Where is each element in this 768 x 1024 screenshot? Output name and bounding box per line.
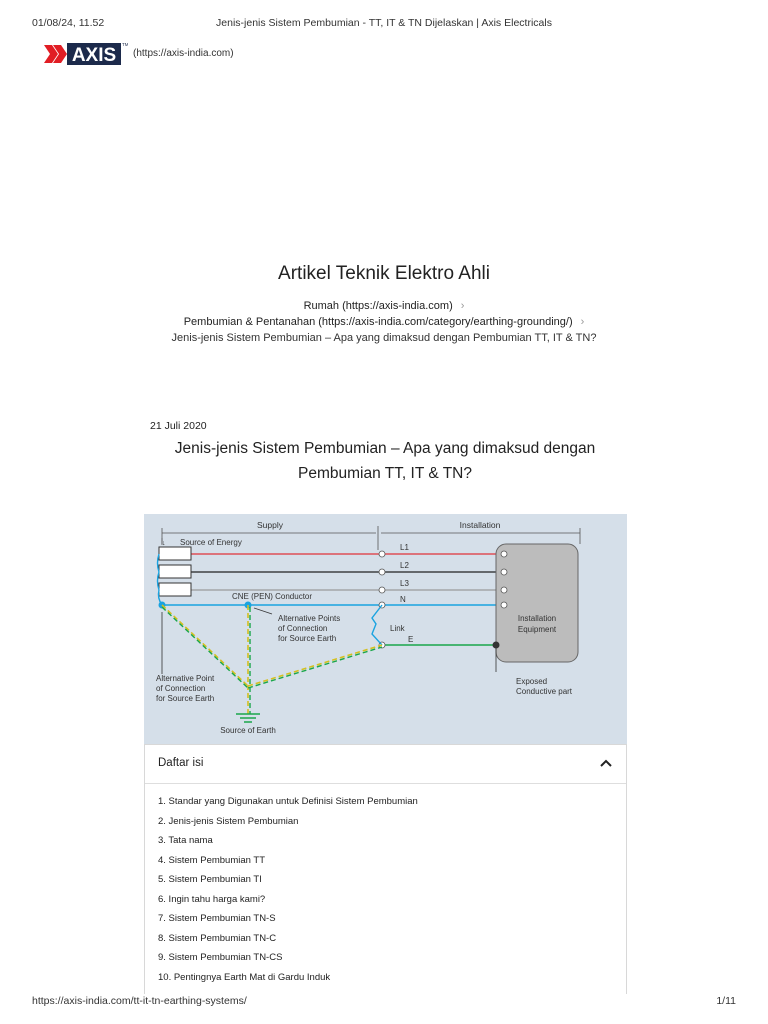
print-header <box>0 17 768 31</box>
post-title: Jenis-jenis Sistem Pembumian – Apa yang dimaksud dengan Pembumian TT, IT & TN? <box>174 440 596 482</box>
l2-label: L2 <box>400 561 409 570</box>
exposed-label-2: Conductive part <box>516 687 573 696</box>
link-label: Link <box>390 624 405 633</box>
toc-item[interactable]: 4. Sistem Pembumian TT <box>158 854 266 866</box>
toc-item[interactable]: 2. Jenis-jenis Sistem Pembumian <box>158 815 299 827</box>
toc-list <box>158 796 418 991</box>
axis-logo[interactable] <box>44 40 128 68</box>
alt-points-label-2: of Connection <box>278 624 328 633</box>
table-of-contents <box>144 744 627 994</box>
toc-header[interactable] <box>145 745 626 784</box>
site-title: Artikel Teknik Elektro Ahli <box>278 263 490 284</box>
supply-label: Supply <box>257 520 283 530</box>
toc-item[interactable]: 9. Sistem Pembumian TN-CS <box>158 952 283 963</box>
print-datetime: 01/08/24, 11.52 <box>32 17 105 29</box>
alt-point-label-1: Alternative Point <box>156 674 215 683</box>
toc-item[interactable]: 8. Sistem Pembumian TN-C <box>158 932 277 944</box>
alt-points-label-1: Alternative Points <box>278 614 341 623</box>
alt-point-label-3: for Source Earth <box>156 694 215 703</box>
l3-label: L3 <box>400 579 409 588</box>
print-footer <box>0 995 768 1009</box>
exposed-label-1: Exposed <box>516 677 548 686</box>
chevron-right-icon: › <box>580 316 585 328</box>
print-page-number: 1/11 <box>716 995 736 1007</box>
n-label: N <box>400 595 406 604</box>
l1-label: L1 <box>400 543 409 552</box>
chevron-right-icon: › <box>460 300 465 312</box>
breadcrumb-category-link[interactable]: Pembumian & Pentanahan (https://axis-india.com/category/earthing-grounding/) <box>183 316 573 328</box>
source-of-energy-label: Source of Energy <box>180 538 242 547</box>
installation-label: Installation <box>459 520 501 530</box>
breadcrumb-home-row <box>0 300 768 312</box>
tn-earthing-diagram <box>144 514 627 746</box>
toc-item[interactable]: 10. Pentingnya Earth Mat di Gardu Induk <box>158 971 331 983</box>
toc-item[interactable]: 7. Sistem Pembumian TN-S <box>158 913 276 924</box>
logo-text: AXIS <box>71 45 117 66</box>
breadcrumb-category-row <box>0 316 768 328</box>
equipment-label-1: Installation <box>517 614 557 623</box>
cne-conductor-label: CNE (PEN) Conductor <box>232 592 313 601</box>
breadcrumb-current: Jenis-jenis Sistem Pembumian – Apa yang dimaksud dengan Pembumian TT, IT & TN? <box>171 332 597 344</box>
toc-item[interactable]: 6. Ingin tahu harga kami? <box>158 893 266 905</box>
equipment-label-2: Equipment <box>517 625 557 634</box>
arrow-down-icon: ↓ <box>162 540 166 547</box>
alt-point-label-2: of Connection <box>156 684 206 693</box>
source-of-earth-label: Source of Earth <box>220 726 276 735</box>
chevron-up-icon[interactable] <box>598 755 614 771</box>
toc-title: Daftar isi <box>158 757 204 769</box>
print-url: https://axis-india.com/tt-it-tn-earthing-systems/ <box>32 995 247 1007</box>
alt-points-label-3: for Source Earth <box>278 634 337 643</box>
print-title: Jenis-jenis Sistem Pembumian - TT, IT & TN Dijelaskan | Axis Electricals <box>216 17 552 29</box>
toc-item[interactable]: 5. Sistem Pembumian TI <box>158 874 262 885</box>
breadcrumb-home-link[interactable]: Rumah (https://axis-india.com) <box>303 300 453 312</box>
toc-item[interactable]: 1. Standar yang Digunakan untuk Definisi Sistem Pembumian <box>158 796 418 807</box>
post-date: 21 Juli 2020 <box>150 420 207 432</box>
e-label: E <box>408 635 414 644</box>
logo-tm: TM <box>122 42 128 47</box>
toc-item[interactable]: 3. Tata nama <box>158 835 213 846</box>
logo-url-link[interactable]: (https://axis-india.com) <box>133 48 234 59</box>
